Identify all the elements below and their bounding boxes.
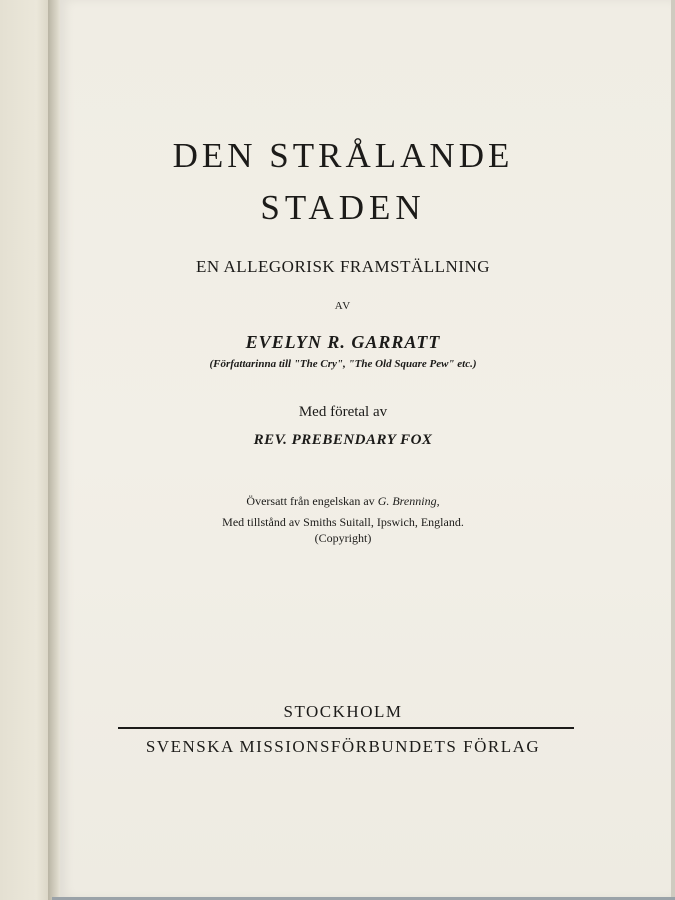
page-edge [671,0,675,900]
translator-name: G. Brenning, [377,494,440,508]
publisher-name: SVENSKA MISSIONSFÖRBUNDETS FÖRLAG [145,737,541,756]
publisher-rule [118,727,574,729]
author-name: EVELYN R. GARRATT [245,332,441,352]
facing-page-edge [0,0,52,900]
translation-prefix: Översatt från engelskan av [246,494,378,508]
title-line-2: STADEN [260,188,426,227]
subtitle: EN ALLEGORISK FRAMSTÄLLNING [196,257,490,276]
translation-credit [60,494,626,509]
title-page [60,0,672,898]
publication-city: STOCKHOLM [283,702,403,721]
foreword-label: Med företal av [298,404,388,420]
by-label: AV [334,300,352,312]
title-line-1: DEN STRÅLANDE [172,136,514,175]
permission-note: Med tillstånd av Smiths Suitall, Ipswich, England. [222,515,464,529]
foreword-author: REV. PREBENDARY FOX [253,432,433,448]
author-note: (Författarinna till "The Cry", "The Old Square Pew" etc.) [209,358,477,370]
copyright-note: (Copyright) [314,531,372,545]
